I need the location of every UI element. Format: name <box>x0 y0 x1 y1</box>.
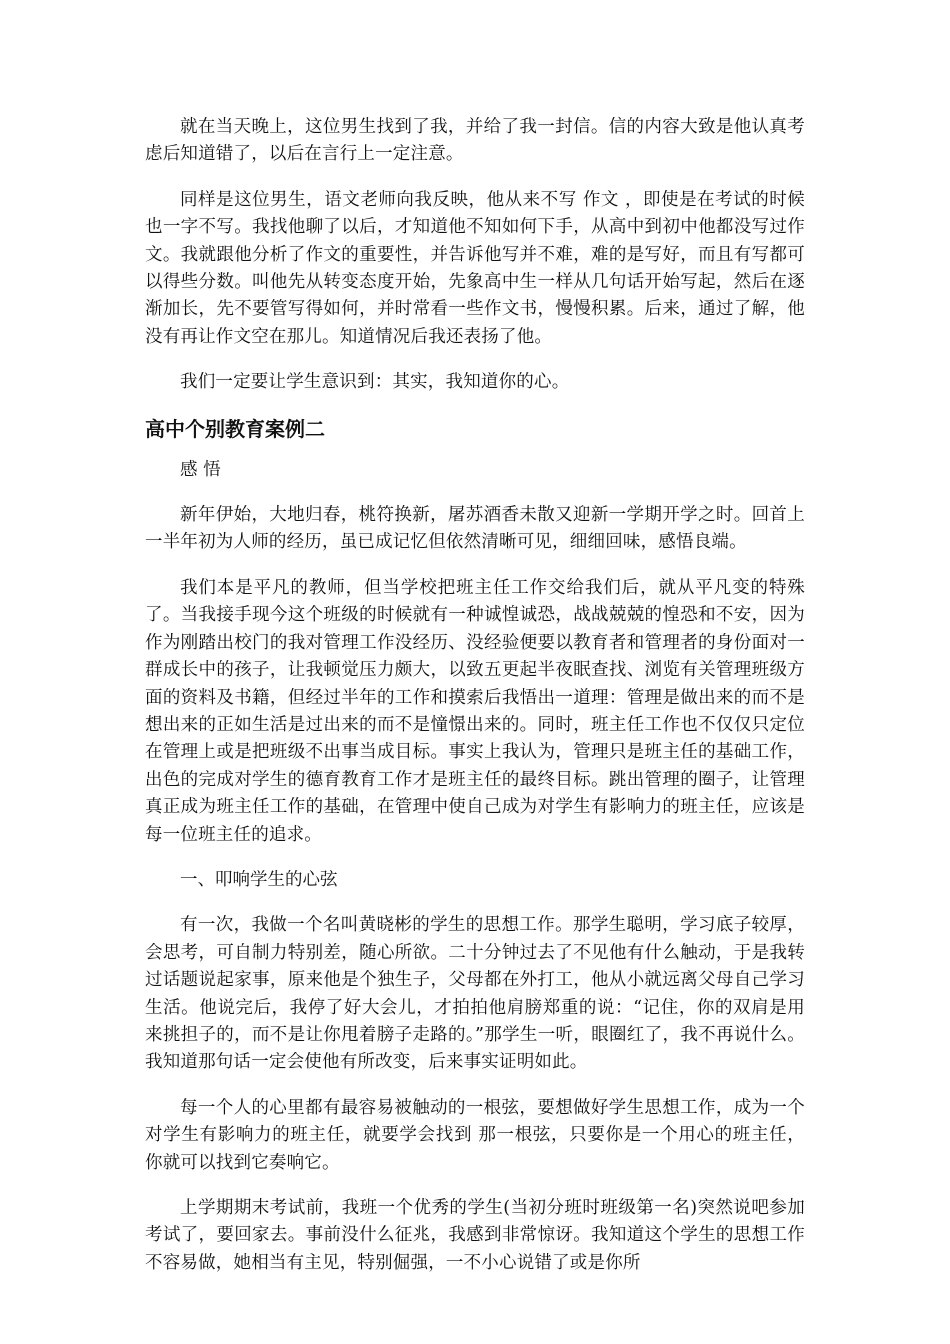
body-paragraph: 就在当天晚上，这位男生找到了我，并给了我一封信。信的内容大致是他认真考虑后知道错了，以后在言行上一定注意。 <box>145 117 805 165</box>
body-paragraph: 每一个人的心里都有最容易被触动的一根弦，要想做好学生思想工作，成为一个对学生有影响力的班主任，就要学会找到 那一根弦，只要你是一个用心的班主任，你就可以找到它奏响它。 <box>145 1097 805 1173</box>
section-heading: 高中个别教育案例二 <box>145 416 325 441</box>
subtitle: 感 悟 <box>180 459 221 480</box>
section-title: 一、叩响学生的心弦 <box>180 869 338 890</box>
body-paragraph: 我们一定要让学生意识到：其实，我知道你的心。 <box>180 372 570 393</box>
body-paragraph: 有一次，我做一个名叫黄晓彬的学生的思想工作。那学生聪明，学习底子较厚，会思考，可自制力特别差，随心所欲。二十分钟过去了不见他有什么触动，于是我转过话题说起家事，原来他是个独生子，父母都在外打工，他从小就远离父母自己学习生活。他说完后，我停了好大会儿，才拍拍他肩膀郑重的说：“记住，你的双肩是用来挑担子的，而不是让你甩着膀子走路的。”那学生一听，眼圈红了，我不再说什么。我知道那句话一定会使他有所改变，后来事实证明如此。 <box>145 915 805 1073</box>
document-body <box>145 114 805 1295</box>
body-paragraph: 同样是这位男生，语文老师向我反映，他从来不写 作文 ，即使是在考试的时候也一字不写。我找他聊了以后，才知道他不知如何下手，从高中到初中他都没写过作文。我就跟他分析了作文的重要性，并告诉他写并不难，难的是写好，而且有写都可以得些分数。叫他先从转变态度开始，先象高中生一样从几句话开始写起，然后在逐渐加长，先不要管写得如何，并时常看一些作文书，慢慢积累。后来，通过了解，他没有再让作文空在那儿。知道情况后我还表扬了他。 <box>145 189 805 347</box>
body-paragraph: 我们本是平凡的教师，但当学校把班主任工作交给我们后，就从平凡变的特殊了。当我接手现今这个班级的时候就有一种诚惶诚恐，战战兢兢的惶恐和不安，因为作为刚踏出校门的我对管理工作没经历、没经验便要以教育者和管理者的身份面对一群成长中的孩子，让我顿觉压力颇大，以致五更起半夜眠查找、浏览有关管理班级方面的资料及书籍，但经过半年的工作和摸索后我悟出一道理：管理是做出来的而不是想出来的正如生活是过出来的而不是憧憬出来的。同时，班主任工作也不仅仅只定位在管理上或是把班级不出事当成目标。事实上我认为，管理只是班主任的基础工作，出色的完成对学生的德育教育工作才是班主任的最终目标。跳出管理的圈子，让管理真正成为班主任工作的基础，在管理中使自己成为对学生有影响力的班主任，应该是每一位班主任的追求。 <box>145 577 805 845</box>
body-paragraph: 新年伊始，大地归春，桃符换新，屠苏酒香未散又迎新一学期开学之时。回首上一半年初为人师的经历，虽已成记忆但依然清晰可见，细细回味，感悟良端。 <box>145 505 805 553</box>
body-paragraph: 上学期期末考试前，我班一个优秀的学生(当初分班时班级第一名)突然说吧参加考试了，要回家去。事前没什么征兆，我感到非常惊讶。我知道这个学生的思想工作不容易做，她相当有主见，特别倔强，一不小心说错了或是你所 <box>145 1198 805 1273</box>
